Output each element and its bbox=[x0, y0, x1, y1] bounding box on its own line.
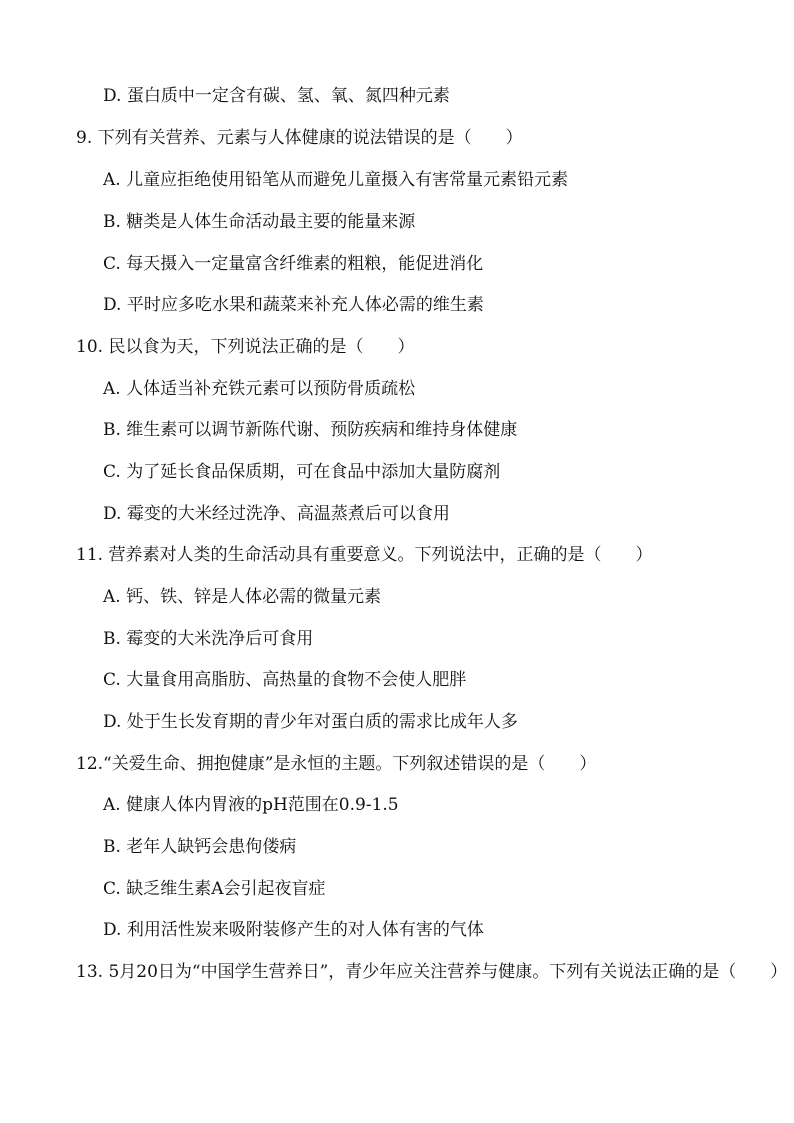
q11-option-b: B. 霉变的大米洗净后可食用 bbox=[103, 629, 314, 649]
q10-option-b: B. 维生素可以调节新陈代谢、预防疾病和维持身体健康 bbox=[103, 420, 518, 440]
q10-option-d: D. 霉变的大米经过洗净、高温蒸煮后可以食用 bbox=[103, 504, 450, 524]
q11-option-d: D. 处于生长发育期的青少年对蛋白质的需求比成年人多 bbox=[103, 712, 518, 732]
question-12: 12.“关爱生命、拥抱健康”是永恒的主题。下列叙述错误的是（ ） bbox=[76, 754, 597, 774]
question-9: 9. 下列有关营养、元素与人体健康的说法错误的是（ ） bbox=[76, 128, 523, 148]
q11-option-a: A. 钙、铁、锌是人体必需的微量元素 bbox=[103, 587, 382, 607]
q10-option-a: A. 人体适当补充铁元素可以预防骨质疏松 bbox=[103, 379, 416, 399]
q10-option-c: C. 为了延长食品保质期，可在食品中添加大量防腐剂 bbox=[103, 462, 501, 482]
q12-option-d: D. 利用活性炭来吸附装修产生的对人体有害的气体 bbox=[103, 920, 484, 940]
q12-option-c: C. 缺乏维生素A会引起夜盲症 bbox=[103, 879, 326, 899]
q11-option-c: C. 大量食用高脂肪、高热量的食物不会使人肥胖 bbox=[103, 670, 467, 690]
question-10: 10. 民以食为天，下列说法正确的是（ ） bbox=[76, 337, 415, 357]
q9-option-b: B. 糖类是人体生命活动最主要的能量来源 bbox=[103, 212, 416, 232]
q9-option-c: C. 每天摄入一定量富含纤维素的粗粮，能促进消化 bbox=[103, 254, 484, 274]
q8-option-d: D. 蛋白质中一定含有碳、氢、氧、氮四种元素 bbox=[103, 86, 450, 106]
q12-option-b: B. 老年人缺钙会患佝偻病 bbox=[103, 837, 297, 857]
q12-option-a: A. 健康人体内胃液的pH范围在0.9-1.5 bbox=[103, 795, 399, 815]
q9-option-d: D. 平时应多吃水果和蔬菜来补充人体必需的维生素 bbox=[103, 295, 484, 315]
question-11: 11. 营养素对人类的生命活动具有重要意义。下列说法中，正确的是（ ） bbox=[76, 545, 653, 565]
q9-option-a: A. 儿童应拒绝使用铅笔从而避免儿童摄入有害常量元素铅元素 bbox=[103, 170, 569, 190]
question-13: 13. 5月20日为“中国学生营养日”，青少年应关注营养与健康。下列有关说法正确的是（ ） bbox=[76, 962, 788, 982]
